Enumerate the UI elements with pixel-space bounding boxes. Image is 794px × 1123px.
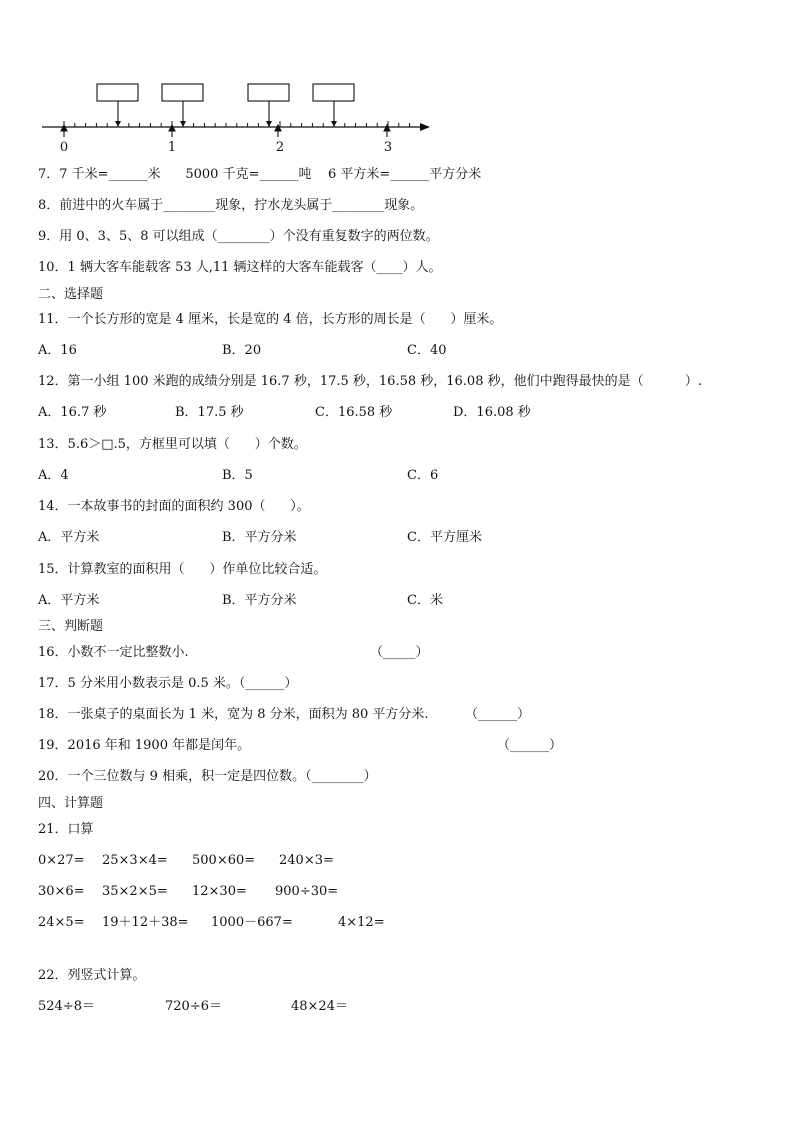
calc-item: 35×2×5= xyxy=(102,884,168,899)
question-20: 20．一个三位数与 9 相乘，积一定是四位数。（________） xyxy=(38,769,377,784)
tick-label-0: 0 xyxy=(59,140,69,155)
tick-label-2: 2 xyxy=(275,140,285,155)
q11-option-a: A．16 xyxy=(38,343,77,358)
answer-box-3 xyxy=(248,84,289,101)
down-arrowhead-3 xyxy=(266,121,272,127)
question-13: 13．5.6＞□.5，方框里可以填（ ）个数。 xyxy=(38,437,307,452)
vertical-calc-item: 524÷8＝ xyxy=(38,999,95,1014)
calc-item: 900÷30= xyxy=(275,884,339,899)
up-arrowhead-3 xyxy=(384,125,390,131)
section-heading-calculation: 四、计算题 xyxy=(38,796,104,811)
tick-label-1: 1 xyxy=(167,140,177,155)
calc-item: 4×12= xyxy=(338,915,385,930)
question-10: 10．1 辆大客车能载客 53 人,11 辆这样的大客车能载客（____）人。 xyxy=(38,260,442,275)
q13-option-b: B．5 xyxy=(222,468,253,483)
question-14: 14．一本故事书的封面的面积约 300（ ）。 xyxy=(38,499,310,514)
down-arrowhead-2 xyxy=(180,121,186,127)
q14-option-b: B．平方分米 xyxy=(222,530,297,545)
q13-option-a: A．4 xyxy=(38,468,69,483)
calc-item: 30×6= xyxy=(38,884,85,899)
calc-item: 12×30= xyxy=(192,884,247,899)
tick-label-3: 3 xyxy=(383,140,393,155)
section-heading-judgement: 三、判断题 xyxy=(38,619,104,634)
question-17: 17．5 分米用小数表示是 0.5 米。（______） xyxy=(38,676,298,691)
q15-option-b: B．平方分米 xyxy=(222,593,297,608)
q11-option-b: B．20 xyxy=(222,343,262,358)
question-18-blank: （______） xyxy=(465,707,531,722)
calc-item: 25×3×4= xyxy=(102,853,168,868)
down-arrowhead-1 xyxy=(115,121,121,127)
answer-box-4 xyxy=(313,84,354,101)
q15-option-a: A．平方米 xyxy=(38,593,100,608)
question-16-blank: （_____） xyxy=(370,645,429,660)
question-12: 12．第一小组 100 米跑的成绩分别是 16.7 秒，17.5 秒，16.58 秒，16.08 秒，他们中跑得最快的是（ ）. xyxy=(38,374,703,389)
down-arrowhead-4 xyxy=(331,121,337,127)
calc-item: 19＋12＋38= xyxy=(102,915,189,930)
calc-item: 1000－667= xyxy=(211,915,293,930)
calc-item: 240×3= xyxy=(279,853,334,868)
q13-option-c: C．6 xyxy=(407,468,439,483)
number-line-arrowhead xyxy=(420,123,430,131)
question-9: 9．用 0、3、5、8 可以组成（________）个没有重复数字的两位数。 xyxy=(38,229,439,244)
question-19-blank: （______） xyxy=(497,738,563,753)
calc-item: 500×60= xyxy=(192,853,256,868)
number-line-figure xyxy=(0,0,794,160)
up-arrowhead-0 xyxy=(61,125,67,131)
question-21: 21．口算 xyxy=(38,822,94,837)
up-arrowhead-1 xyxy=(169,125,175,131)
vertical-calc-item: 720÷6＝ xyxy=(165,999,222,1014)
q15-option-c: C．米 xyxy=(407,593,443,608)
question-8: 8．前进中的火车属于________现象，拧水龙头属于________现象。 xyxy=(38,198,424,213)
question-15: 15．计算教室的面积用（ ）作单位比较合适。 xyxy=(38,562,327,577)
question-11: 11．一个长方形的宽是 4 厘米，长是宽的 4 倍，长方形的周长是（ ）厘米。 xyxy=(38,312,503,327)
q12-option-d: D．16.08 秒 xyxy=(453,405,531,420)
answer-box-2 xyxy=(162,84,203,101)
question-19: 19．2016 年和 1900 年都是闰年。 xyxy=(38,738,251,753)
q14-option-a: A．平方米 xyxy=(38,530,100,545)
answer-box-1 xyxy=(97,84,138,101)
q12-option-a: A．16.7 秒 xyxy=(38,405,107,420)
calc-item: 24×5= xyxy=(38,915,85,930)
q11-option-c: C．40 xyxy=(407,343,447,358)
question-16: 16．小数不一定比整数小. xyxy=(38,645,189,660)
question-18: 18．一张桌子的桌面长为 1 米，宽为 8 分米，面积为 80 平方分米. xyxy=(38,707,429,722)
question-7: 7．7 千米=______米 5000 千克=______吨 6 平方米=______平方分米 xyxy=(38,167,482,182)
question-22: 22．列竖式计算。 xyxy=(38,968,146,983)
vertical-calc-item: 48×24＝ xyxy=(291,999,348,1014)
q14-option-c: C．平方厘米 xyxy=(407,530,482,545)
calc-item: 0×27= xyxy=(38,853,85,868)
q12-option-b: B．17.5 秒 xyxy=(175,405,244,420)
q12-option-c: C．16.58 秒 xyxy=(315,405,393,420)
section-heading-choice: 二、选择题 xyxy=(38,287,104,302)
